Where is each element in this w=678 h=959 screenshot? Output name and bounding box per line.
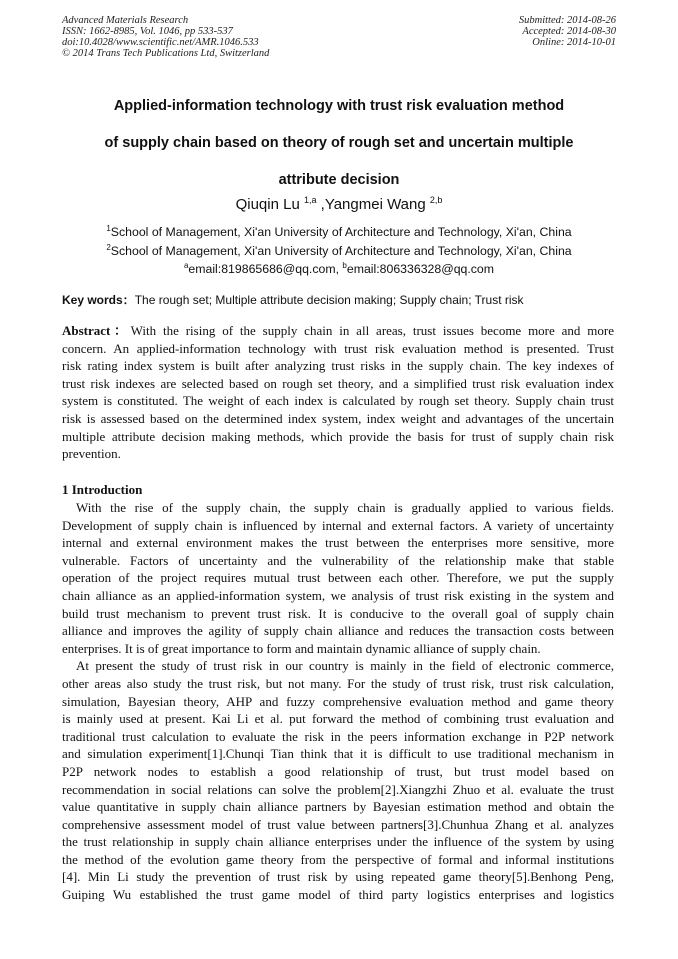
paragraph-line: operation of the project requires mutual trust between each other. Therefore, we put the supply [62, 570, 614, 586]
author-line [62, 195, 616, 213]
copyright-line: © 2014 Trans Tech Publications Ltd, Switzerland [62, 48, 270, 59]
paragraph-line: the trust relationship in supply chain alliance enterprises under the influence of the system by using [62, 834, 614, 850]
author-2-name: Yangmei Wang [324, 196, 426, 213]
accepted-date: Accepted: 2014-08-30 [522, 26, 616, 37]
paragraph-line: Development of supply chain is influenced by internal and external factors. A variety of uncertainty [62, 517, 614, 533]
author-separator: , [316, 196, 325, 213]
email-a: email:819865686@qq.com, [188, 262, 343, 277]
paragraph-line: comprehensive assessment model of trust value between partners[3].Chunhua Zhang et al. analyzes [62, 816, 614, 832]
email-a-sup: a [183, 261, 189, 270]
paragraph-line: the method of the evolution game theory from the perspective of formal and informal institutions [62, 851, 614, 867]
paragraph-line: traditional trust calculation to evaluate the risk in the peers information exchange in P2P network [62, 728, 614, 744]
title-line-1: Applied-information technology with trust risk evaluation method [113, 98, 565, 114]
keywords-label: Key words： [62, 293, 135, 307]
abstract-line: prevention. [62, 446, 121, 462]
title-line-3: attribute decision [278, 172, 400, 188]
abstract [62, 322, 614, 463]
dates-info [519, 15, 616, 48]
affiliation-1-text: School of Management, Xi'an University of Architecture and Technology, Xi'an, China [110, 225, 572, 240]
issn-line: ISSN: 1662-8985, Vol. 1046, pp 533-537 [62, 26, 233, 37]
paragraph-line: enterprises. It is of great importance to form and maintain dynamic alliance of supply chain. [62, 640, 541, 656]
abstract-label: Abstract： [62, 323, 131, 338]
title-line-2: of supply chain based on theory of rough set and uncertain multiple [104, 135, 574, 151]
abstract-line: risk is assessed based on the determined index system, index weight and advantages of the uncertain [62, 410, 614, 426]
affiliation-1-sup: 1 [106, 224, 111, 233]
journal-info [62, 15, 269, 59]
paragraph-line: vulnerable. Factors of uncertainty and the vulnerability of the relationship make that stable [62, 552, 614, 568]
paragraph-line: P2P network nodes to establish a good relationship of trust, but trust model based on [62, 763, 614, 779]
abstract-line: system is constituted. The weight of each index is calculated by rough set theory. Supply chain trust [62, 393, 614, 409]
paper-title [62, 88, 616, 199]
section-heading: 1 Introduction [62, 482, 143, 497]
paragraph-line: At present the study of trust risk in our country is mainly in the field of electronic commerce, [76, 658, 614, 674]
paragraph-line: other areas also study the trust risk, but not many. For the study of trust risk, trust risk calculation, [62, 675, 614, 691]
paragraph-line: chain alliance as an applied-information system, we analysis of trust risk existing in the system and [62, 587, 614, 603]
introduction-body [62, 499, 614, 904]
submitted-date: Submitted: 2014-08-26 [518, 15, 616, 26]
journal-name: Advanced Materials Research [62, 15, 189, 26]
email-b-sup: b [342, 261, 347, 270]
paragraph-line: value quantitative in supply chain alliance partners by Bayesian estimation method and obtain the [62, 799, 614, 815]
email-b: email:806336328@qq.com [346, 262, 495, 277]
keywords [62, 291, 616, 308]
abstract-line: multiple attribute decision making methods, which provide the basis for trust of supply chain risk [62, 428, 614, 444]
paragraph-line: With the rise of the supply chain, the supply chain is gradually applied to various fields. [76, 500, 614, 515]
paragraph-line: [4]. Min Li study the prevention of trust risk by using repeated game theory[5].Benhong Peng, [62, 869, 614, 885]
paragraph-line: simulation, Bayesian theory, AHP and fuzzy comprehensive evaluation method and game theory [62, 693, 614, 709]
affiliation-2-sup: 2 [106, 243, 111, 252]
paragraph-line: build trust mechanism to prevent trust risk. It is conducive to the overall goal of supply chain [62, 605, 614, 621]
abstract-line: trust risk indexes are selected based on rough set theory, and a simplified trust risk evaluation index [62, 375, 614, 391]
author-1-name: Qiuqin Lu [235, 196, 300, 213]
affiliation-2 [62, 243, 616, 258]
paragraph-line: and simulation experiment[1].Chunqi Tian think that it is difficult to use traditional mechanism in [62, 746, 614, 762]
email-line [62, 261, 616, 276]
paragraph-line: internal and external environment makes the trust between the enterprises more sensitive, more [62, 535, 614, 551]
online-date: Online: 2014-10-01 [532, 37, 616, 48]
author-1-sup: 1,a [303, 195, 317, 205]
paragraph-line: is mainly used at present. Kai Li et al. put forward the method of combining trust evaluation and [62, 711, 614, 727]
paragraph-line: Guiping Wu established the trust game model of third party logistics enterprises and logistics [62, 887, 614, 903]
author-2-sup: 2,b [429, 195, 443, 205]
affiliation-1 [62, 224, 616, 239]
abstract-line: concern. An applied-information technology with trust risk evaluation method is presented. Trust [62, 340, 614, 356]
abstract-line: risk rating index system is built after analyzing trust risks in the supply chain. The key indexes of [62, 358, 614, 374]
paragraph-line: recommendation in social relations can solve the problem[2].Xiangzhi Zhuo et al. evaluate the trust [62, 781, 614, 797]
affiliation-2-text: School of Management, Xi'an University of Architecture and Technology, Xi'an, China [110, 244, 572, 259]
keywords-text: The rough set; Multiple attribute decision making; Supply chain; Trust risk [134, 293, 524, 307]
abstract-line: Abstract：With the rising of the supply chain in all areas, trust issues become more and more [62, 323, 614, 338]
paragraph-line: alliance and improves the agility of supply chain alliance and reduces the transaction costs between [62, 623, 614, 639]
doi-line: doi:10.4028/www.scientific.net/AMR.1046.533 [62, 37, 259, 48]
